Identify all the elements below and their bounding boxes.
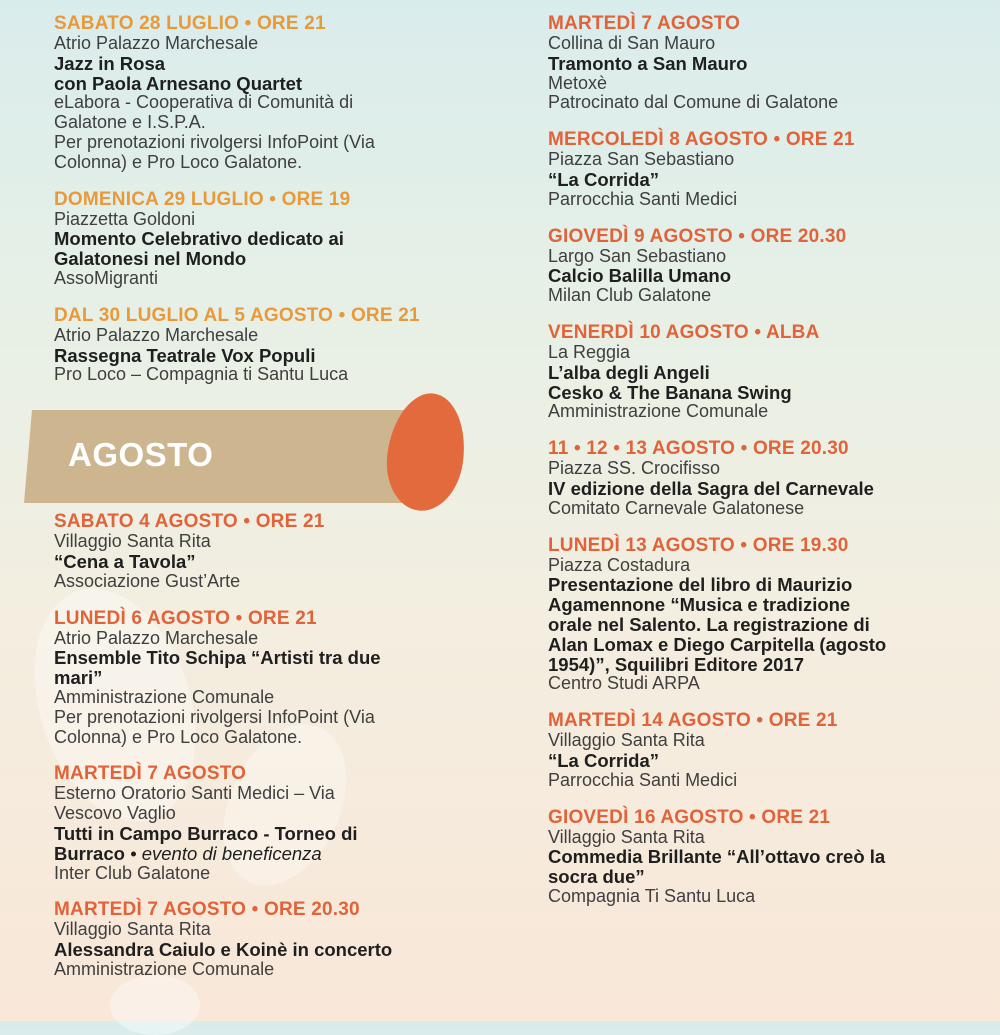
event-title: Cesko & The Banana Swing bbox=[548, 381, 792, 403]
event-date: VENERDÌ 10 AGOSTO • ALBA bbox=[548, 321, 820, 343]
event-organizer: Milan Club Galatone bbox=[548, 285, 712, 306]
event-title: orale nel Salento. La registrazione di bbox=[548, 613, 870, 635]
event-item bbox=[548, 439, 988, 518]
event-title: socra due” bbox=[548, 866, 645, 888]
event-date: GIOVEDÌ 16 AGOSTO • ORE 21 bbox=[548, 806, 831, 828]
event-item bbox=[54, 900, 474, 979]
banner-spacer bbox=[54, 402, 474, 512]
event-note: • evento di beneficenza bbox=[124, 842, 322, 864]
event-title: “La Corrida” bbox=[548, 168, 660, 190]
event-title: Tutti in Campo Burraco - Torneo di bbox=[54, 822, 358, 844]
event-info: Colonna) e Pro Loco Galatone. bbox=[54, 726, 303, 747]
event-title: “Cena a Tavola” bbox=[54, 550, 196, 572]
event-organizer: Parrocchia Santi Medici bbox=[548, 188, 738, 209]
event-date: 11 • 12 • 13 AGOSTO • ORE 20.30 bbox=[548, 438, 849, 460]
event-organizer: Pro Loco – Compagnia ti Santu Luca bbox=[54, 364, 349, 385]
event-place: Atrio Palazzo Marchesale bbox=[54, 33, 259, 53]
event-organizer: Comitato Carnevale Galatonese bbox=[548, 497, 805, 518]
event-title: Ensemble Tito Schipa “Artisti tra due bbox=[54, 647, 381, 669]
event-title: L’alba degli Angeli bbox=[548, 361, 710, 383]
event-item bbox=[548, 130, 988, 209]
event-title: con Paola Arnesano Quartet bbox=[54, 72, 303, 94]
event-title-part: Burraco bbox=[54, 842, 125, 864]
event-place: Villaggio Santa Rita bbox=[548, 826, 705, 847]
event-organizer: Centro Studi ARPA bbox=[548, 673, 700, 694]
event-item bbox=[548, 536, 988, 695]
event-title: Jazz in Rosa bbox=[54, 52, 166, 74]
event-date: MARTEDÌ 14 AGOSTO • ORE 21 bbox=[548, 710, 838, 732]
event-place: La Reggia bbox=[548, 341, 631, 362]
event-item bbox=[548, 323, 988, 422]
event-title: Commedia Brillante “All’ottavo creò la bbox=[548, 846, 886, 868]
event-place: Piazza San Sebastiano bbox=[548, 149, 735, 170]
event-date: DOMENICA 29 LUGLIO • ORE 19 bbox=[54, 188, 351, 210]
event-place: Piazzetta Goldoni bbox=[54, 208, 196, 229]
event-organizer: Parrocchia Santi Medici bbox=[548, 769, 738, 790]
event-date: MARTEDÌ 7 AGOSTO bbox=[54, 763, 247, 785]
event-date: MARTEDÌ 7 AGOSTO bbox=[548, 13, 741, 34]
event-item bbox=[54, 306, 474, 385]
event-place: Atrio Palazzo Marchesale bbox=[54, 324, 259, 345]
event-organizer: Compagnia Ti Santu Luca bbox=[548, 885, 756, 906]
event-item bbox=[548, 227, 988, 306]
event-item bbox=[548, 711, 988, 790]
event-item bbox=[54, 764, 474, 883]
event-item bbox=[54, 512, 474, 591]
event-organizer: Inter Club Galatone bbox=[54, 862, 211, 883]
event-title: “La Corrida” bbox=[548, 749, 660, 771]
event-item bbox=[54, 190, 474, 289]
event-organizer: Amministrazione Comunale bbox=[54, 686, 275, 707]
event-title: Alan Lomax e Diego Carpitella (agosto bbox=[548, 633, 887, 655]
event-title: Agamennone “Musica e tradizione bbox=[548, 594, 851, 616]
event-item bbox=[548, 14, 988, 113]
left-column bbox=[54, 14, 474, 997]
event-title bbox=[54, 844, 474, 864]
event-place: Villaggio Santa Rita bbox=[54, 919, 211, 940]
event-info: Per prenotazioni rivolgersi InfoPoint (Via bbox=[54, 131, 375, 152]
event-title: Presentazione del libro di Maurizio bbox=[548, 574, 853, 596]
month-banner-label: AGOSTO bbox=[68, 436, 214, 473]
event-place: Collina di San Mauro bbox=[548, 33, 716, 53]
event-place: Vescovo Vaglio bbox=[54, 803, 176, 824]
event-organizer: eLabora - Cooperativa di Comunità di bbox=[54, 92, 354, 113]
event-organizer: Galatone e I.S.P.A. bbox=[54, 112, 206, 133]
event-organizer: Amministrazione Comunale bbox=[54, 958, 275, 979]
event-item bbox=[54, 14, 474, 173]
event-title: Alessandra Caiulo e Koinè in concerto bbox=[54, 939, 393, 961]
event-organizer: Associazione Gust’Arte bbox=[54, 570, 241, 591]
event-item bbox=[54, 609, 474, 748]
event-title: Calcio Balilla Umano bbox=[548, 265, 731, 287]
event-item bbox=[548, 808, 988, 907]
event-date: MERCOLEDÌ 8 AGOSTO • ORE 21 bbox=[548, 129, 855, 151]
event-title: mari” bbox=[54, 667, 103, 689]
event-info: Patrocinato dal Comune di Galatone bbox=[548, 92, 839, 113]
event-date: DAL 30 LUGLIO AL 5 AGOSTO • ORE 21 bbox=[54, 304, 420, 326]
event-date: LUNEDÌ 13 AGOSTO • ORE 19.30 bbox=[548, 534, 849, 556]
event-date: SABATO 4 AGOSTO • ORE 21 bbox=[54, 511, 325, 533]
event-title: Galatonesi nel Mondo bbox=[54, 248, 247, 270]
event-title: IV edizione della Sagra del Carnevale bbox=[548, 477, 874, 499]
event-place: Piazza SS. Crocifisso bbox=[548, 458, 721, 479]
event-place: Piazza Costadura bbox=[548, 554, 691, 575]
event-place: Largo San Sebastiano bbox=[548, 245, 727, 266]
event-date: GIOVEDÌ 9 AGOSTO • ORE 20.30 bbox=[548, 225, 847, 247]
event-title: Momento Celebrativo dedicato ai bbox=[54, 228, 344, 250]
event-title: Tramonto a San Mauro bbox=[548, 52, 748, 74]
event-place: Villaggio Santa Rita bbox=[54, 531, 211, 552]
event-organizer: Metoxè bbox=[548, 72, 608, 93]
event-info: Per prenotazioni rivolgersi InfoPoint (Via bbox=[54, 706, 375, 727]
event-organizer: Amministrazione Comunale bbox=[548, 401, 769, 422]
event-title: 1954)”, Squilibri Editore 2017 bbox=[548, 653, 805, 675]
event-place: Atrio Palazzo Marchesale bbox=[54, 627, 259, 648]
event-date: MARTEDÌ 7 AGOSTO • ORE 20.30 bbox=[54, 899, 360, 921]
event-date: SABATO 28 LUGLIO • ORE 21 bbox=[54, 13, 326, 34]
event-date: LUNEDÌ 6 AGOSTO • ORE 21 bbox=[54, 607, 317, 629]
event-info: Colonna) e Pro Loco Galatone. bbox=[54, 151, 303, 172]
event-organizer: AssoMigranti bbox=[54, 267, 159, 288]
event-place: Villaggio Santa Rita bbox=[548, 730, 705, 751]
event-title: Rassegna Teatrale Vox Populi bbox=[54, 344, 316, 366]
right-column bbox=[548, 14, 988, 924]
event-place: Esterno Oratorio Santi Medici – Via bbox=[54, 783, 335, 804]
